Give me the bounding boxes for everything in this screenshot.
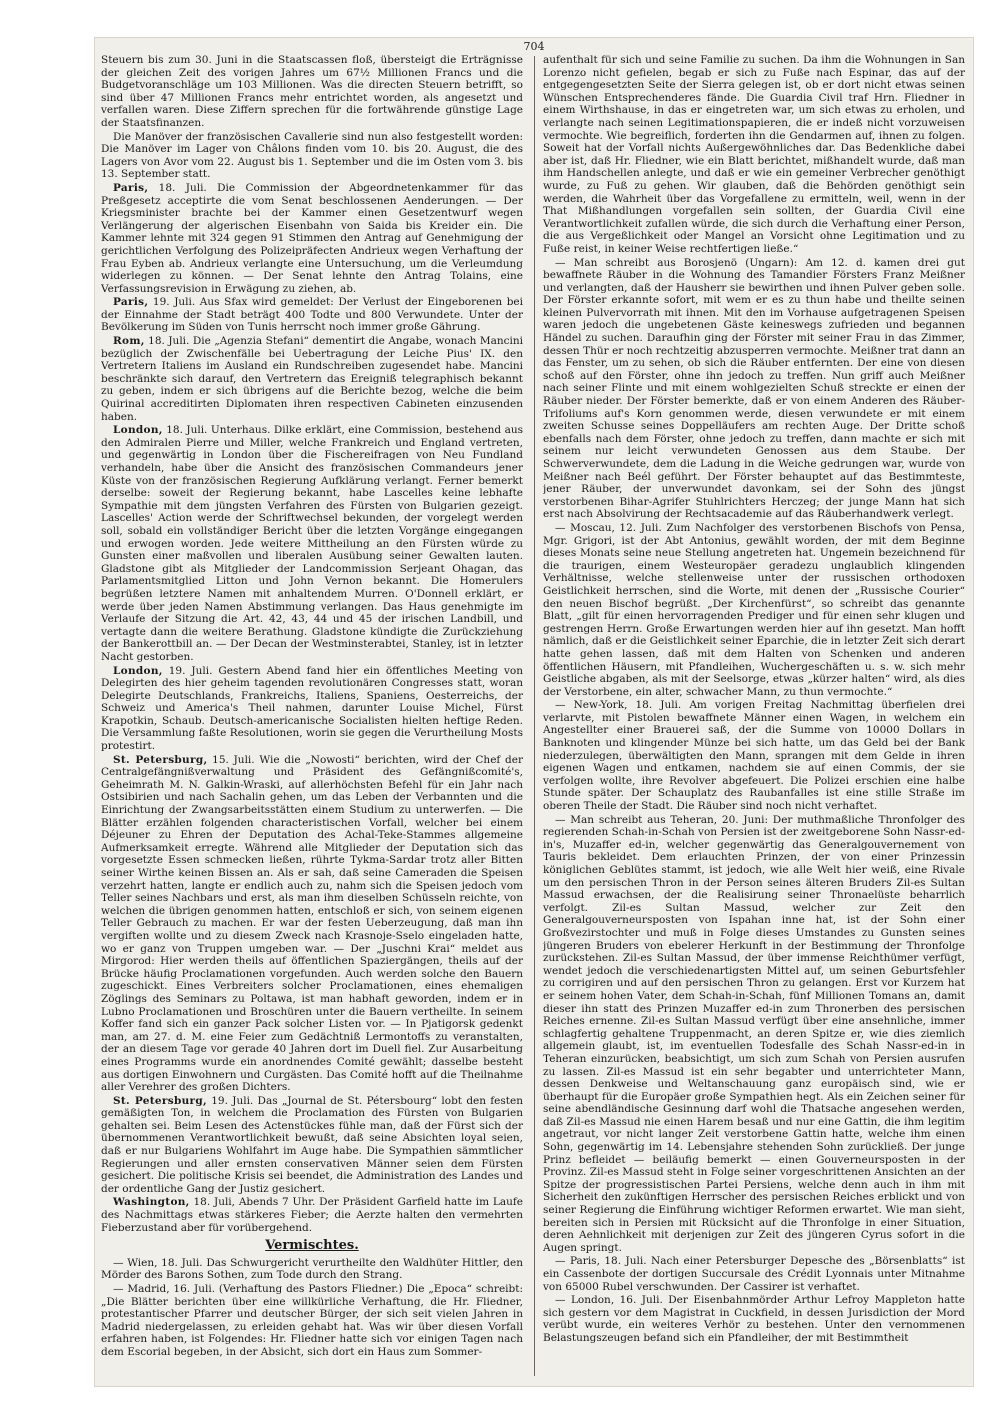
article-paragraph bbox=[101, 424, 523, 663]
paragraph-text: — London, 16. Juli. Der Eisenbahnmörder Arthur Lefroy Mappleton hatte sich gestern vor dem Magistrat in Cuckfield, in dessen Jurisdiction der Mord verübt wurde, ein weiteres Verhör zu bestehen. Unter den vernommenen Belastungszeugen befand sich ein Pfandleiher, der mit Bestimmtheit bbox=[543, 1294, 965, 1344]
dateline: St. Petersburg, bbox=[113, 753, 208, 766]
right-column bbox=[543, 54, 965, 1378]
article-paragraph bbox=[101, 1095, 523, 1196]
column-divider bbox=[534, 56, 535, 1376]
paragraph-text: — Wien, 18. Juli. Das Schwurgericht verurtheilte den Waldhüter Hittler, den Mörder des Barons Sothen, zum Tode durch den Strang. bbox=[101, 1256, 523, 1282]
paragraph-text: — New-York, 18. Juli. Am vorigen Freitag Nachmittag überfielen drei verlarvte, mit Pistolen bewaffnete Männer einen Wagen, in welchem ein Angestellter einer Brauerei saß, der die Summe von 10000 Dollars in Banknoten und klingender Münze bei sich hatte, um das Geld bei der Bank niederzulegen, überwältigten den Mann, sprangen mit dem Gelde in ihren eigenen Wagen und entkamen, nachdem sie auf einen Commis, der sie verfolgen wollte, ihre Revolver abgefeuert. Die Polizei erschien eine halbe Stunde später. Der Schauplatz des Raubanfalles ist eine stille Straße im oberen Theile der Stadt. Die Räuber sind noch nicht verhaftet. bbox=[543, 699, 965, 813]
paragraph-text: Steuern bis zum 30. Juni in die Staatscassen floß, übersteigt die Erträgnisse der gleichen Zeit des vorigen Jahres um 67½ Millionen Francs und die Budgetvoranschläge um 103 Millionen. Was die directen Steuern betrifft, so sind über 47 Millionen Francs mehr entrichtet worden, als angesetzt und verfallen waren. Diese Ziffern sprechen für die fortwährende günstige Lage der Staatsfinanzen. bbox=[101, 54, 523, 129]
article-paragraph bbox=[101, 1257, 523, 1282]
paragraph-text: Die Manöver der französischen Cavallerie sind nun also festgestellt worden: Die Manöver im Lager von Châlons finden vom 10. bis 20. August, die des Lagers von Avor vom 22. August bis 1. September und die im Osten vom 3. bis 13. September statt. bbox=[101, 130, 523, 181]
dateline: Washington, bbox=[113, 1196, 190, 1209]
paragraph-text: 18. Juli, Abends 7 Uhr. Der Präsident Garfield hatte im Laufe des Nachmittags etwas stärkeres Fieber; die Aerzte halten den vermehrten Fieberzustand aber für vorübergehend. bbox=[101, 1196, 523, 1234]
paragraph-text: 19. Juli. Gestern Abend fand hier ein öffentliches Meeting von Delegirten des hier geheim tagenden revolutionären Congresses statt, woran Delegirte Deutschlands, Frankreichs, Italiens, Spaniens, Oesterreichs, der Schweiz und America's Theil nahmen, darunter Louise Michel, Fürst Krapotkin, Schaub. Deutsch-americanische Socialisten hielten heftige Reden. Die Versammlung faßte Resolutionen, worin sie gegen die Verurtheilung Mosts protestirt. bbox=[101, 664, 523, 753]
paragraph-text: — Man schreibt aus Borosjenö (Ungarn): Am 12. d. kamen drei gut bewaffnete Räuber in die Wohnung des Tamandier Försters Franz Meißner und verlangten, daß der Hausherr sie bewirthen und ihnen Pulver geben solle. Der Förster erkannte sofort, mit wem er es zu thun habe und theilte seinen kleinen Pulvervorrath mit ihnen. Mit den im Vorhause aufgetragenen Speisen waren jedoch die ungebetenen Gäste keineswegs zufrieden und begannen Händel zu suchen. Daraufhin ging der Förster mit seiner Frau in das Zimmer, dessen Thür er noch rechtzeitig abzusperren vermochte. Meißner trat dann an das Fenster, um zu sehen, ob sich die Räuber entfernten. Der eine von diesen schoß auf den Förster, ohne ihn jedoch zu treffen. Nun griff auch Meißner nach seiner Flinte und mit einem wohlgezielten Schuß streckte er einen der Räuber nieder. Der Förster bemerkte, daß er von einem Anderen des Räuber-Trifoliums auf's Korn genommen werde, diesen verwundete er mit einem zweiten Schusse seines Doppelläufers am rechten Auge. Der Dritte schoß ebenfalls nach dem Förster, ohne jedoch zu treffen, dann machte er sich mit seinem nur leicht verwundeten Genossen aus dem Staube. Der Schwerverwundete, dem die Ladung in die Weiche gedrungen war, wurde von Meißner nach Beél geführt. Der Förster behauptet auf das Bestimmteste, jener Räuber, der unverwundet davonkam, sei der Sohn des jüngst verstorbenen Bihar-Agrifer Stuhlrichters Herczeg; der junge Mann hat sich erst nach Absolvirung der Rechtsacademie auf das Räuberhandwerk verlegt. bbox=[543, 256, 965, 521]
dateline: London, bbox=[113, 664, 163, 677]
article-paragraph bbox=[101, 1196, 523, 1234]
article-paragraph bbox=[543, 522, 965, 698]
article-paragraph bbox=[101, 754, 523, 1094]
left-column bbox=[101, 54, 523, 1378]
article-paragraph bbox=[543, 814, 965, 1255]
article-paragraph bbox=[101, 335, 523, 423]
paragraph-text: 18. Juli. Die „Agenzia Stefani“ dementirt die Angabe, wonach Mancini bezüglich der Zwischenfälle bei Uebertragung der Leiche Pius' IX. den Vertretern Italiens im Ausland ein Rundschreiben zugesendet habe. Mancini beschränkte sich darauf, den Vertretern das Ereigniß telegraphisch bekannt zu geben, indem er sich übrigens auf die Berichte bezog, welche die beim Quirinal accreditirten Diplomaten ihren respectiven Cabineten einzusenden haben. bbox=[101, 335, 523, 423]
paragraph-text: — Man schreibt aus Teheran, 20. Juni: Der muthmaßliche Thronfolger des regierenden Schah-in-Schah von Persien ist der zweitgeborene Sohn Nassr-ed-in's, Muzaffer ed-in, welcher gegenwärtig das Generalgouvernement von Tauris bekleidet. Dem erlauchten Prinzen, der von einer Prinzessin königlichen Geblütes stammt, ist jedoch, wie alle Welt hier weiß, eine Rivale um den persischen Thron in der Person seines älteren Bruders Zil-es Sultan Massud erwachsen, der die Realisirung seiner Thronaelüste beharrlich verfolgt. Zil-es Sultan Massud, welcher zur Zeit den Generalgouverneursposten von Ispahan inne hat, ist der Sohn einer Großvezirstochter und muß in Folge dieses Umstandes zu Gunsten seines jüngeren Bruders von ebelerer Herkunft in der Bestimmung der Thronfolge zurückstehen. Zil-es Sultan Massud, der über immense Reichthümer verfügt, wendet jedoch die verschiedenartigsten Mittel auf, um seinen Geburtsfehler zu corrigiren und auf den persischen Thron zu gelangen. Erst vor Kurzem hat er seinem hohen Vater, dem Schah-in-Schah, fünf Millionen Tomans an, damit dieser ihn statt des Prinzen Muzaffer ed-in zum Thronerben des persischen Reiches ernenne. Zil-es Sultan Massud verfügt über eine ansehnliche, immer schlagfertig gehaltene Truppenmacht, an deren Spitze er, wie dies ziemlich allgemein glaubt, ist, im eventuellen Todesfalle des Schah Nassr-ed-in in Teheran einzurücken, beabsichtigt, um sich zum Schah von Persien ausrufen zu lassen. Zil-es Massud ist ein sehr begabter und unterrichteter Mann, dessen Denkweise und Weltanschauung ganz europäisch sind, wie er überhaupt für die Europäer große Sympathien hegt. Als ein Zeichen seiner für seine abendländische Gesinnung darf wohl die Thatsache angesehen werden, daß Zil-es Massud nie einen Harem besaß und nur eine Gattin, die ihm legitim angetraut, vor nicht langer Zeit verstorbene Gattin hatte, welche ihm einen Sohn, gegenwärtig im 14. Lebensjahre stehenden Sohn zurückließ. Der junge Prinz befleidet — beiläufig bemerkt — einen Gouverneursposten in der Provinz. Zil-es Massud steht in Folge seiner vorgeschrittenen Ansichten an der Spitze der progressistischen Partei Persiens, welche denn auch in ihm mit Sicherheit den zukünftigen Herrscher des persischen Reiches erblickt und von seiner Regierung die Einführung wichtiger Reformen erwartet. Wie man sieht, bereiten sich in Persien mit Rücksicht auf die Thronfolge in einer Situation, deren Aehnlichkeit mit derjenigen zur Zeit des jüngeren Cyrus sofort in die Augen springt. bbox=[543, 813, 965, 1254]
article-paragraph bbox=[101, 54, 523, 130]
paragraph-text: 18. Juli. Unterhaus. Dilke erklärt, eine Commission, bestehend aus den Admiralen Pierre und Miller, welche Frankreich und England vertreten, und gegenwärtig in London über die Fischereifragen von Neu Fundland verhandeln, habe über die Ansicht des französischen Commandeurs jener Küste von der französischen Regierung Aufklärung verlangt. Ferner bemerkt derselbe: soweit der Regierung bekannt, habe Lascelles keine lebhafte Sympathie mit dem jüngsten Verfahren des Fürsten von Bulgarien gezeigt. Lascelles' Action werde der Schriftwechsel bekunden, der vorgelegt werden soll, sobald ein vollständiger Bericht über die letzten Vorgänge eingegangen und erwogen worden. Jede weitere Mittheilung an den Fürsten würde zu Gunsten einer maßvollen und liberalen Ausübung seiner Gewalten lauten. Gladstone gibt als Mitglieder der Landcommission Serjeant Ohagan, das Parlamentsmitglied Litton und John Vernon bekannt. Die Homerulers begrüßen letztere Namen mit anhaltendem Murren. O'Donnell erklärt, er werde über jeden Namen Abstimmung verlangen. Das Haus genehmigte im Verlaufe der Sitzung die Art. 42, 43, 44 und 45 der irischen Landbill, und vertagte dann die weitere Berathung. Gladstone kündigte die Zurückziehung der Bankerottbill an. — Der Decan der Westminsterabtei, Stanley, ist in letzter Nacht gestorben. bbox=[101, 424, 523, 663]
paragraph-text: — Madrid, 16. Juli. (Verhaftung des Pastors Fliedner.) Die „Epoca“ schreibt: „Die Blätter berichten über eine willkürliche Verhaftung, die Hr. Fliedner, protestantischer Pfarrer und deutscher Bürger, der sich seit vielen Jahren in Madrid niedergelassen, zu erleiden gehabt hat. Was wir über diesen Vorfall erfahren haben, ist Folgendes: Hr. Fliedner hatte sich vor einigen Tagen nach dem Escorial begeben, in der Absicht, sich dort ein Haus zum Sommer- bbox=[101, 1283, 523, 1358]
paragraph-text: 19. Juli. Aus Sfax wird gemeldet: Der Verlust der Eingeborenen bei der Einnahme der Stadt beträgt 400 Todte und 800 Verwundete. Unter der Bevölkerung im Süden von Tunis herrscht noch immer große Gährung. bbox=[101, 296, 523, 334]
dateline: London, bbox=[113, 424, 163, 437]
article-paragraph bbox=[543, 699, 965, 812]
paragraph-text: — Moscau, 12. Juli. Zum Nachfolger des verstorbenen Bischofs von Pensa, Mgr. Grigori, ist der Abt Antonius, gewählt worden, der mit dem Beginne dieses Monats seine neue Stellung angetreten hat. Ungemein bezeichnend für die traurigen, einem Westeuropäer geradezu unglaublich klingenden Verhältnisse, welche stellenweise unter der russischen orthodoxen Geistlichkeit herrschen, sind die Worte, mit denen der „Russische Courier“ den neuen Bischof begrüßt. „Der Kirchenfürst“, so schreibt das genannte Blatt, „gilt für einen hervorragenden Prediger und für einen sehr klugen und gestrengen Herrn. Große Erwartungen werden hier auf ihn gesetzt. Man hofft nämlich, daß er die Geistlichkeit seiner Eparchie, die in letzter Zeit sich derart hatte gehen lassen, daß mit dem Halten von Schenken und anderen öffentlichen Häusern, mit Pfandleihen, Wuchergeschäften u. s. w. sich mehr Geistliche abgaben, als mit der Seelsorge, etwas „kürzer halten“ wird, als dies der Verstorbene, ein alter, schwacher Mann, zu thun vermochte.“ bbox=[543, 521, 965, 698]
paragraph-text: 15. Juli. Wie die „Nowosti“ berichten, wird der Chef der Centralgefängnißverwaltung und Präsident des Gefängnißcomité's, Geheimrath M. N. Galkin-Wraski, auf allerhöchsten Befehl für ein Jahr nach Ostsibirien und nach Sachalin gehen, um das Leben der Verbannten und die Einrichtung der Zwangsarbeitsstätten einem Studium zu unterwerfen. — Die Blätter erzählen folgenden characteristischen Vorfall, welcher bei einem Déjeuner zu Ehren der Deputation des Achal-Teke-Stammes allgemeine Aufmerksamkeit erregte. Während alle Mitglieder der Deputation sich das vorgesetzte Essen schmecken ließen, rührte Tykma-Sardar trotz aller Bitten seiner Wirthe keinen Bissen an. Als er sah, daß seine Cameraden die Speisen verzehrt hatten, langte er endlich auch zu, nahm sich die Speisen jedoch vom Teller seines Nachbars und erst, als man ihm dieselben Schüsseln reichte, von welchen die übrigen genommen hatten, entschloß er sich, von seinem eigenen Teller Gebrauch zu machen. Er war der festen Ueberzeugung, daß man ihn vergiften wollte und zu diesem Zweck nach Krasnoje-Sselo eingeladen hatte, wo er ganz von Truppen umgeben war. — Der „Juschni Krai“ meldet aus Mirgorod: Hier werden theils auf öffentlichen Spaziergängen, theils auf der Brücke häufig Proclamationen vorgefunden. Auch werden solche den Bauern zugeschickt. Eines Verbreiters solcher Proclamationen, eines ehemaligen Zöglings des Seminars zu Poltawa, ist man habhaft geworden, indem er in Lubno Proclamationen und Broschüren unter die Bauern vertheilte. In seinem Koffer fand sich ein ganzer Pack solcher Listen vor. — In Pjatigorsk gedenkt man, am 27. d. M. eine Feier zum Gedächtniß Lermontoffs zu veranstalten, der an diesem Tage vor gerade 40 Jahren dort im Duell fiel. Zur Ausarbeitung eines Programms wurde ein anordnendes Comité gewählt; dasselbe besteht aus dortigen Einwohnern und Curgästen. Das Comité hofft auf die Theilnahme aller Verehrer des großen Dichters. bbox=[101, 753, 523, 1094]
section-heading: Vermischtes. bbox=[265, 1238, 359, 1254]
article-paragraph bbox=[101, 296, 523, 334]
paragraph-text: — Paris, 18. Juli. Nach einer Petersburger Depesche des „Börsenblatts“ ist ein Cassenbote der dortigen Succursale des Crédit Lyonnais unter Mitnahme von 65000 Rubel verschwunden. Der Cassirer ist verhaftet. bbox=[543, 1255, 965, 1293]
dateline: Paris, bbox=[113, 181, 149, 194]
article-paragraph bbox=[543, 1255, 965, 1293]
article-paragraph bbox=[101, 131, 523, 181]
article-paragraph bbox=[101, 1283, 523, 1359]
article-paragraph bbox=[543, 54, 965, 256]
paragraph-text: 19. Juli. Das „Journal de St. Pétersbourg“ lobt den festen gemäßigten Ton, in welchem die Proclamation des Fürsten von Bulgarien gehalten sei. Beim Lesen des Actenstückes fühle man, daß der Fürst sich der übernommenen Verantwortlichkeit bewußt, daß seine Absichten loyal seien, daß er nur Bulgariens Wohlfahrt im Auge habe. Die Sympathien sämmtlicher Regierungen und aller ernsten conservativen Männer seien dem Fürsten gesichert. Die politische Krisis sei beendet, die Administration des Landes und der ordentliche Gang der Justiz gesichert. bbox=[101, 1094, 523, 1195]
article-paragraph bbox=[101, 182, 523, 295]
dateline: Paris, bbox=[113, 296, 149, 309]
dateline: Rom, bbox=[113, 335, 145, 348]
article-paragraph bbox=[101, 665, 523, 753]
page-number: 704 bbox=[523, 40, 545, 53]
paragraph-text: aufenthalt für sich und seine Familie zu suchen. Da ihm die Wohnungen in San Lorenzo nicht gefielen, begab er sich zu Fuße nach Espinar, das auf der entgegengesetzten Seite der Sierra gelegen ist, ob er dort nicht etwas seinen Wünschen Entsprechenderes fände. Die Guardia Civil traf Hrn. Fliedner in einem Wirthshause, in das er eingetreten war, um sich etwas zu erholen, und verlangte nach seinen Legitimationspapieren, die er indeß nicht vorzuweisen vermochte. Wie begreiflich, forderten ihn die Gendarmen auf, ihnen zu folgen. Soweit hat der Vorfall nichts Außergewöhnliches dar. Das Bedenkliche dabei aber ist, daß Hr. Fliedner, wie ein Blatt berichtet, mißhandelt wurde, daß man ihm Handschellen anlegte, und daß er wie ein gemeiner Verbrecher genöthigt wurde, zu Fuß zu gehen. Wir glauben, daß die Behörden genöthigt sein werden, die Wahrheit über das Vorgefallene zu ermitteln, weil, wenn in der That Mißhandlungen vorgefallen sein sollten, der Guardia Civil eine Verantwortlichkeit zufallen würde, die sich durch die Verhaftung einer Person, die aus Vergeßlichkeit oder Mangel an Vorsicht ohne Legitimation und zu Fuße reist, in keiner Weise rechtfertigen ließe.“ bbox=[543, 54, 965, 255]
newspaper-page bbox=[95, 38, 973, 1386]
dateline: St. Petersburg, bbox=[113, 1094, 207, 1107]
paragraph-text: 18. Juli. Die Commission der Abgeordnetenkammer für das Preßgesetz acceptirte die vom Senat beschlossenen Aenderungen. — Der Kriegsminister brachte bei der Kammer einen Gesetzentwurf wegen Verlängerung der algerischen Eisenbahn von Saida bis Kreider ein. Die Kammer lehnte mit 324 gegen 91 Stimmen den Antrag auf Genehmigung der gerichtlichen Verfolgung des Polizeipräfecten Andrieux wegen Verhaftung der Frau Eyben ab. Andrieux verlangte eine Untersuchung, um die Verleumdung widerlegen zu können. — Der Senat lehnte den Antrag Tolains, eine Verfassungsrevision in Erwägung zu ziehen, ab. bbox=[101, 181, 523, 295]
article-paragraph bbox=[543, 257, 965, 521]
article-paragraph bbox=[543, 1294, 965, 1344]
